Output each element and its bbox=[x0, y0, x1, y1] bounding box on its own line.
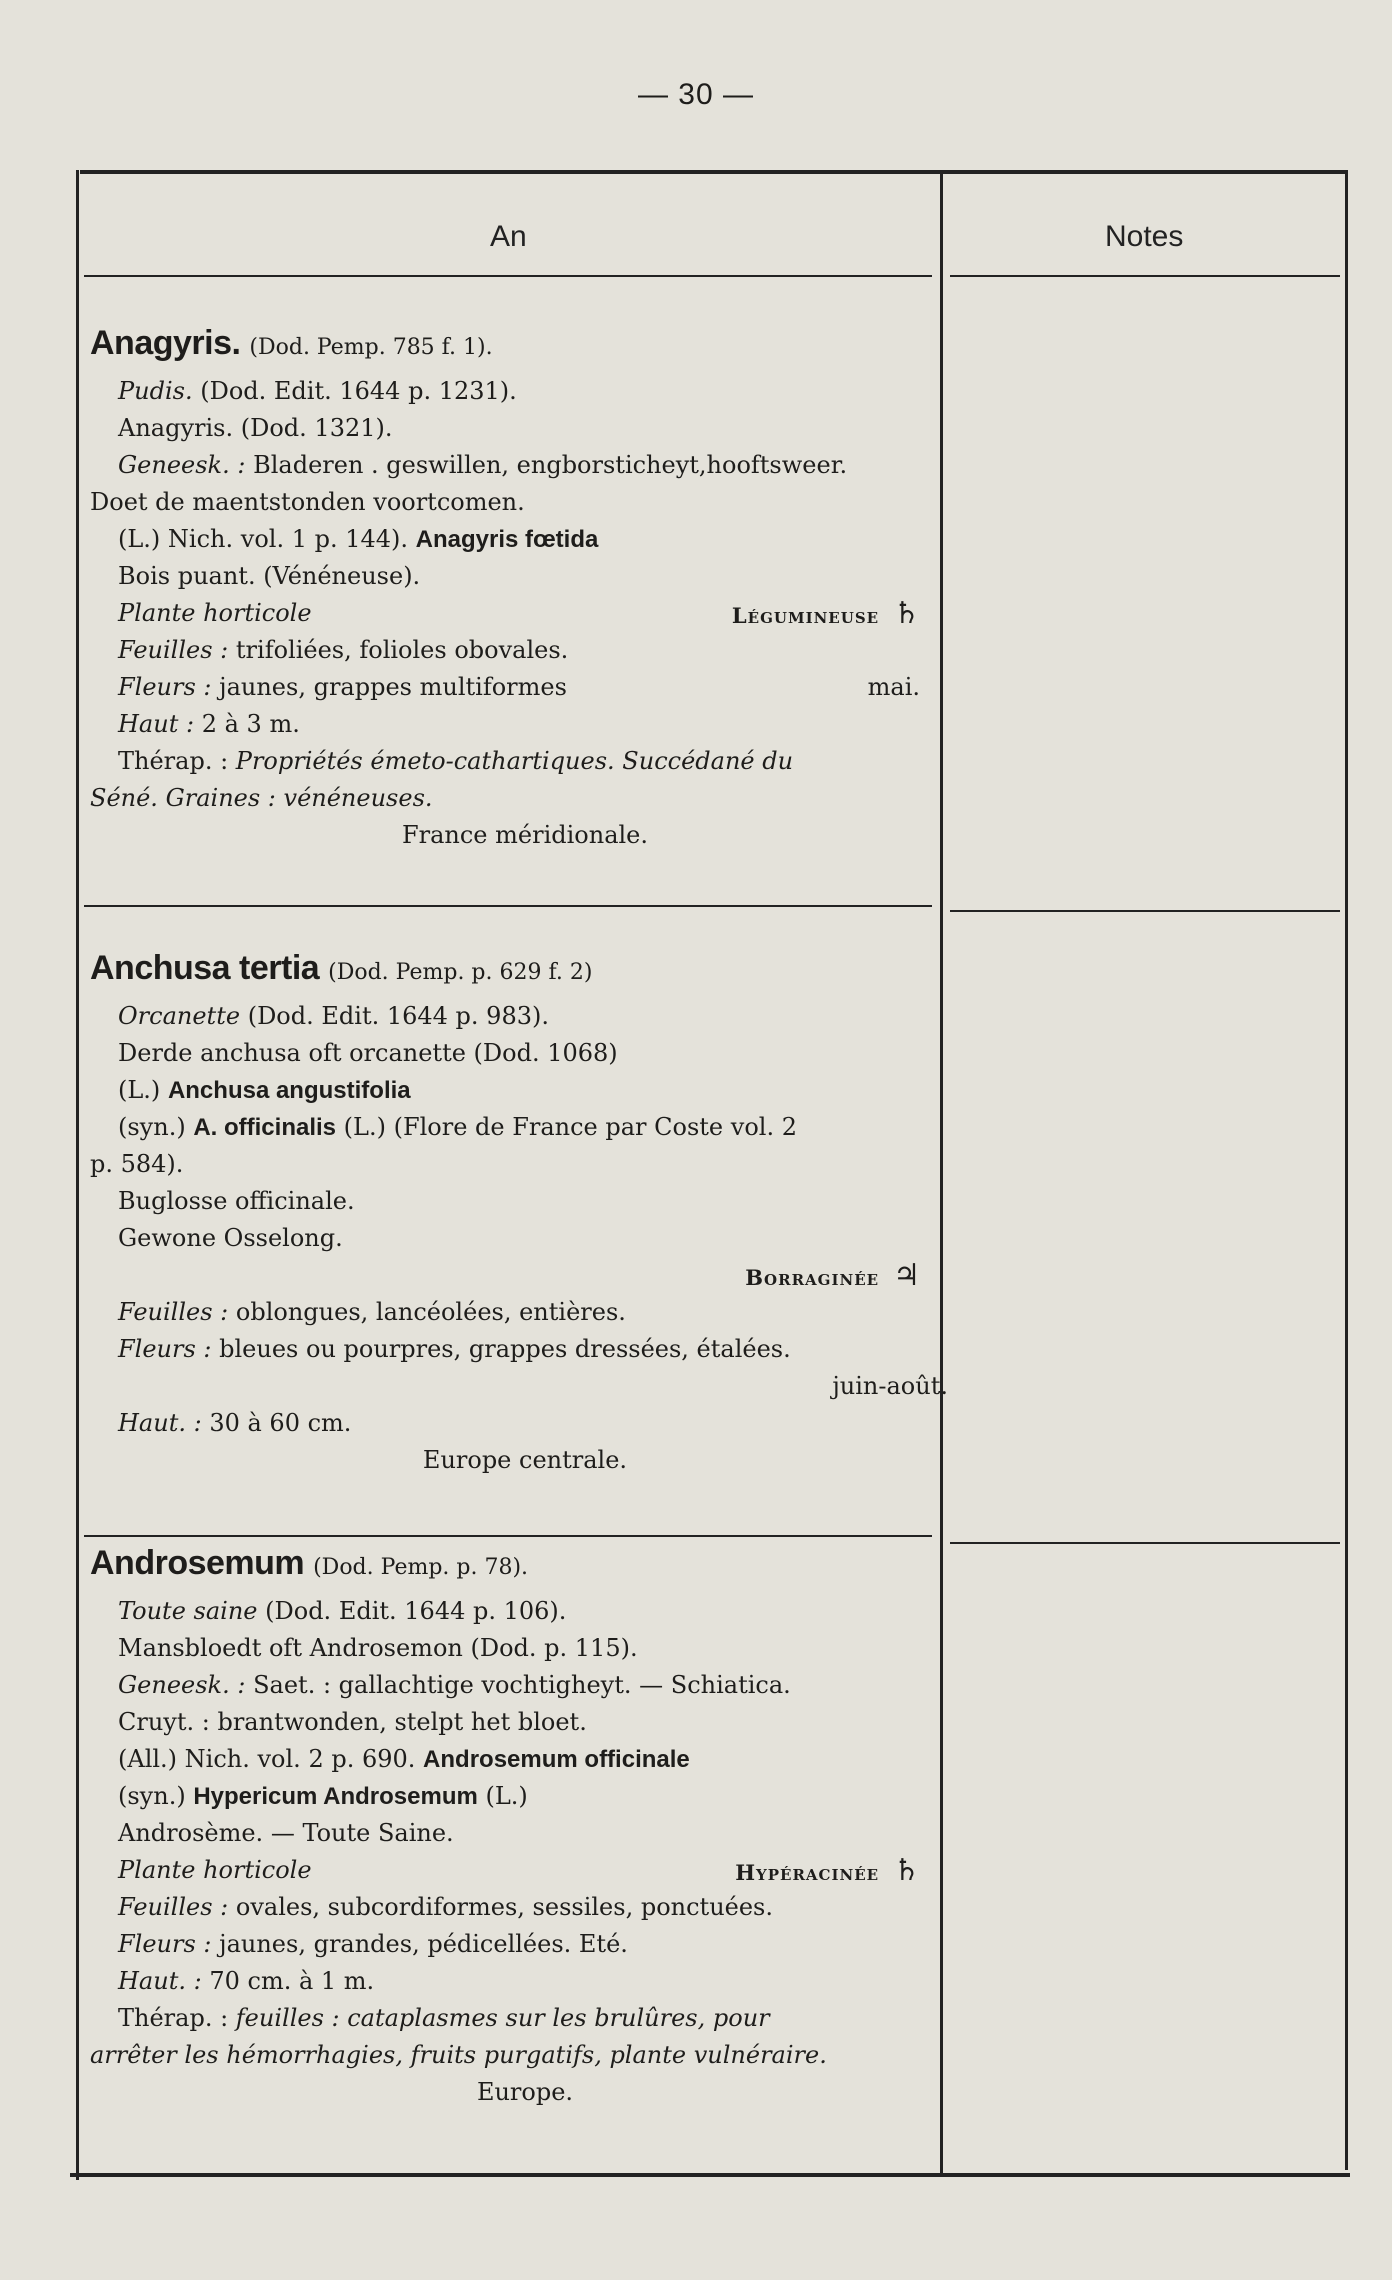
entry-line bbox=[90, 2037, 960, 2074]
text: (All.) Nich. vol. 2 p. 690. bbox=[118, 1745, 416, 1773]
italic-label: Fleurs : bbox=[118, 673, 212, 701]
plant-type: Plante horticole bbox=[118, 599, 312, 627]
species-name: Anagyris fœtida bbox=[415, 526, 599, 553]
entry-anagyris bbox=[90, 325, 960, 854]
entry-line bbox=[90, 1741, 960, 1778]
bottom-rule bbox=[70, 2173, 1350, 2177]
text: (syn.) bbox=[118, 1113, 186, 1141]
text: (L.) Nich. vol. 1 p. 144). bbox=[118, 525, 409, 553]
entry-line bbox=[90, 325, 960, 373]
italic-label: Feuilles : bbox=[118, 636, 229, 664]
entry-line bbox=[90, 1815, 960, 1852]
section-rule-1-right bbox=[950, 910, 1340, 912]
genus-name: Anchusa tertia bbox=[90, 949, 329, 987]
text: Buglosse officinale. bbox=[118, 1187, 355, 1215]
entry-line bbox=[90, 2000, 960, 2037]
family-name: Hypéracinée bbox=[735, 1860, 880, 1885]
region: Europe. bbox=[476, 2078, 574, 2106]
header-rule-left bbox=[84, 275, 932, 277]
text: (L.) (Flore de France par Coste vol. 2 bbox=[343, 1113, 797, 1141]
text: Thérap. : bbox=[118, 747, 229, 775]
plant-type: Plante horticole bbox=[118, 1856, 312, 1884]
entry-line bbox=[90, 1889, 960, 1926]
entry-line bbox=[90, 410, 960, 447]
entry-line bbox=[90, 373, 960, 410]
family-tag bbox=[745, 1257, 920, 1296]
column-header-notes: Notes bbox=[1105, 220, 1184, 253]
entry-line bbox=[90, 998, 960, 1035]
entry-line bbox=[90, 484, 960, 521]
text: (L.) bbox=[118, 1076, 161, 1104]
entry-line bbox=[90, 1331, 960, 1368]
italic-label: Fleurs : bbox=[118, 1335, 212, 1363]
entry-line bbox=[90, 1294, 960, 1331]
entry-line bbox=[90, 1442, 960, 1479]
text: oblongues, lancéolées, entières. bbox=[235, 1298, 626, 1326]
text: trifoliées, folioles obovales. bbox=[235, 636, 569, 664]
italic-label: Haut : bbox=[118, 710, 195, 738]
entry-line bbox=[90, 1109, 960, 1146]
reference: (Dod. Pemp. p. 78). bbox=[313, 1555, 529, 1580]
text: jaunes, grandes, pédicellées. Eté. bbox=[219, 1930, 628, 1958]
text: Mansbloedt oft Androsemon (Dod. p. 115). bbox=[118, 1634, 638, 1662]
table-frame bbox=[70, 170, 1350, 2175]
text: bleues ou pourpres, grappes dressées, étalées. bbox=[219, 1335, 791, 1363]
text: Anagyris. (Dod. 1321). bbox=[118, 414, 393, 442]
entry-line bbox=[90, 1630, 960, 1667]
entry-line bbox=[90, 632, 960, 669]
flowering-period: mai. bbox=[867, 673, 920, 701]
entry-line bbox=[90, 950, 960, 998]
region: Europe centrale. bbox=[422, 1446, 628, 1474]
entry-line bbox=[90, 447, 960, 484]
text: (Dod. Edit. 1644 p. 983). bbox=[247, 1002, 549, 1030]
italic-label: Fleurs : bbox=[118, 1930, 212, 1958]
entry-line bbox=[90, 595, 960, 632]
entry-line bbox=[90, 780, 960, 817]
text: (L.) bbox=[485, 1782, 528, 1810]
text: Androsème. — Toute Saine. bbox=[118, 1819, 454, 1847]
entry-line bbox=[90, 1963, 960, 2000]
italic-label: arrêter les hémorrhagies, fruits purgatifs, plante vulnéraire. bbox=[90, 2041, 827, 2069]
entry-line bbox=[90, 521, 960, 558]
region: France méridionale. bbox=[401, 821, 649, 849]
reference: (Dod. Pemp. p. 629 f. 2) bbox=[328, 960, 593, 985]
text: ovales, subcordiformes, sessiles, ponctuées. bbox=[235, 1893, 773, 1921]
italic-label: Haut. : bbox=[118, 1967, 202, 1995]
text: Bois puant. (Vénéneuse). bbox=[118, 562, 421, 590]
entry-line bbox=[90, 1704, 960, 1741]
species-name: Anchusa angustifolia bbox=[167, 1077, 411, 1104]
entry-line bbox=[90, 558, 960, 595]
italic-text: Propriétés émeto-cathartiques. Succédané du bbox=[235, 747, 794, 775]
italic-label: Haut. : bbox=[118, 1409, 202, 1437]
entry-line bbox=[90, 1405, 960, 1442]
family-name: Légumineuse bbox=[731, 603, 880, 628]
family-name: Borraginée bbox=[745, 1265, 880, 1290]
text: Derde anchusa oft orcanette (Dod. 1068) bbox=[118, 1039, 618, 1067]
left-border bbox=[76, 170, 79, 2180]
entry-line bbox=[90, 1072, 960, 1109]
family-tag bbox=[732, 595, 920, 634]
text: 30 à 60 cm. bbox=[209, 1409, 352, 1437]
entry-line bbox=[90, 1035, 960, 1072]
entry-line bbox=[90, 817, 960, 854]
text: 70 cm. à 1 m. bbox=[209, 1967, 375, 1995]
page-number: — 30 — bbox=[637, 78, 755, 111]
species-name: Androsemum officinale bbox=[423, 1746, 690, 1773]
right-border bbox=[1345, 170, 1348, 2170]
family-tag bbox=[735, 1852, 920, 1891]
header-rule-right bbox=[950, 275, 1340, 277]
text: (Dod. Edit. 1644 p. 106). bbox=[265, 1597, 567, 1625]
italic-label: Geneesk. : bbox=[118, 1671, 246, 1699]
entry-line bbox=[90, 1667, 960, 1704]
entry-line bbox=[90, 1220, 960, 1257]
italic-text: feuilles : cataplasmes sur les brulûres, pour bbox=[235, 2004, 770, 2032]
italic-label: Pudis. bbox=[118, 377, 193, 405]
italic-label: Feuilles : bbox=[118, 1893, 229, 1921]
entry-line bbox=[90, 1852, 960, 1889]
italic-label: Geneesk. : bbox=[118, 451, 246, 479]
section-rule-1-left bbox=[84, 905, 932, 907]
entry-line bbox=[90, 2074, 960, 2111]
habit-symbol: ♄ bbox=[893, 596, 920, 631]
genus-name: Anagyris. bbox=[90, 324, 250, 362]
text: jaunes, grappes multiformes bbox=[219, 673, 567, 701]
italic-label: Toute saine bbox=[118, 1597, 258, 1625]
section-rule-2-left bbox=[84, 1535, 932, 1537]
reference: (Dod. Pemp. 785 f. 1). bbox=[249, 335, 493, 360]
entry-line bbox=[90, 1593, 960, 1630]
habit-symbol: ♄ bbox=[893, 1853, 920, 1888]
text: Bladeren . geswillen, engborsticheyt,hooftsweer. bbox=[253, 451, 848, 479]
section-rule-2-right bbox=[950, 1542, 1340, 1544]
italic-label: Feuilles : bbox=[118, 1298, 229, 1326]
entry-line bbox=[90, 1545, 960, 1593]
text: 2 à 3 m. bbox=[201, 710, 300, 738]
entry-line bbox=[90, 743, 960, 780]
entry-androsemum bbox=[90, 1545, 960, 2111]
entry-line bbox=[90, 669, 960, 706]
species-name: A. officinalis bbox=[193, 1114, 337, 1141]
italic-label: Séné. Graines : vénéneuses. bbox=[90, 784, 433, 812]
italic-label: Orcanette bbox=[118, 1002, 241, 1030]
entry-line bbox=[90, 1146, 960, 1183]
text: Doet de maentstonden voortcomen. bbox=[90, 488, 525, 516]
entry-line bbox=[90, 1183, 960, 1220]
flowering-period: juin-août. bbox=[832, 1372, 948, 1400]
text: Saet. : gallachtige vochtigheyt. — Schiatica. bbox=[253, 1671, 791, 1699]
species-name: Hypericum Androsemum bbox=[193, 1783, 478, 1810]
text: Cruyt. : brantwonden, stelpt het bloet. bbox=[118, 1708, 587, 1736]
text: (syn.) bbox=[118, 1782, 186, 1810]
entry-line bbox=[90, 1778, 960, 1815]
habit-symbol: ♃ bbox=[893, 1258, 920, 1293]
entry-line bbox=[90, 706, 960, 743]
entry-anchusa bbox=[90, 950, 960, 1479]
text: p. 584). bbox=[90, 1150, 184, 1178]
text: Gewone Osselong. bbox=[118, 1224, 343, 1252]
column-header-an: An bbox=[490, 220, 527, 253]
entry-line bbox=[90, 1926, 960, 1963]
text: Thérap. : bbox=[118, 2004, 229, 2032]
text: (Dod. Edit. 1644 p. 1231). bbox=[200, 377, 517, 405]
entry-line bbox=[90, 1257, 960, 1294]
entry-line bbox=[90, 1368, 960, 1405]
genus-name: Androsemum bbox=[90, 1544, 314, 1582]
top-rule bbox=[80, 170, 1345, 174]
